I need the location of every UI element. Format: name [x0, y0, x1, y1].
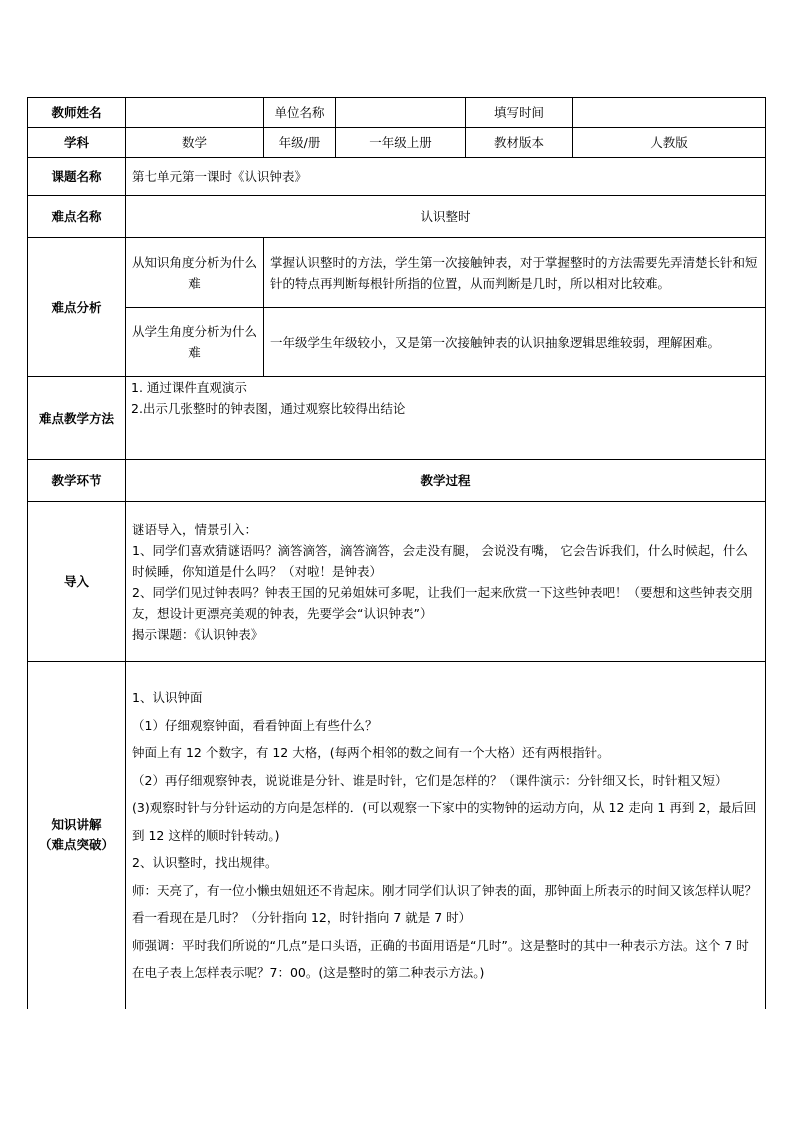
- knowledge-angle-text: 掌握认识整时的方法，学生第一次接触钟表，对于掌握整时的方法需要先弄清楚长针和短针的特点再判断每根针所指的位置，从而判断是几时，所以相对比较难。: [264, 238, 766, 308]
- method-row: [28, 377, 766, 460]
- subject-label: 学科: [28, 128, 126, 158]
- knowledge-label: 知识讲解: [51, 817, 102, 833]
- method-line: 2.出示几张整时的钟表图，通过观察比较得出结论: [131, 401, 406, 416]
- knowledge-line: 师：天亮了，有一位小懒虫妞妞还不肯起床。刚才同学们认识了钟表的面，那钟面上所表示的时间又该怎样认呢？看一看现在是几时？（分针指向 12，时针指向 7 就是 7 时）: [132, 882, 758, 925]
- process-header: 教学过程: [126, 460, 766, 502]
- topic-label: 课题名称: [28, 158, 126, 196]
- intro-line: 揭示课题：《认识钟表》: [132, 626, 264, 642]
- unit-name-value: [336, 98, 466, 128]
- knowledge-line: （2）再仔细观察钟表，说说谁是分针、谁是时针，它们是怎样的？（课件演示：分针细又长，时针粗又短）: [132, 772, 728, 788]
- knowledge-line: （1）仔细观察钟面，看看钟面上有些什么？: [132, 717, 378, 733]
- knowledge-sublabel: （难点突破）: [38, 837, 114, 853]
- intro-line: 谜语导入，情景引入：: [132, 521, 258, 537]
- knowledge-line: (3)观察时针与分针运动的方向是怎样的．(可以观察一下家中的实物钟的运动方向，从 12 走向 1 再到 2，最后回到 12 这样的顺时针转动。): [132, 800, 757, 843]
- method-content: [126, 377, 766, 460]
- difficulty-value: 认识整时: [126, 196, 766, 238]
- knowledge-line: 1、认识钟面: [132, 690, 203, 705]
- intro-line: 2、同学们见过钟表吗？钟表王国的兄弟姐妹可多呢，让我们一起来欣赏一下这些钟表吧！（要想和这些钟表交朋友，想设计更漂亮美观的钟表，先要学会“认识钟表”）: [132, 584, 753, 621]
- lesson-plan-table: [27, 97, 766, 1009]
- subject-value: 数学: [126, 128, 264, 158]
- topic-value: 第七单元第一课时《认识钟表》: [126, 158, 766, 196]
- info-row-2: [28, 128, 766, 158]
- fill-time-value: [573, 98, 766, 128]
- grade-label: 年级/册: [264, 128, 336, 158]
- intro-content: [126, 502, 766, 662]
- method-line: 1. 通过课件直观演示: [131, 380, 247, 395]
- difficulty-label: 难点名称: [28, 196, 126, 238]
- fill-time-label: 填写时间: [466, 98, 573, 128]
- analysis-knowledge-row: [28, 238, 766, 308]
- grade-value: 一年级上册: [336, 128, 466, 158]
- info-row-1: [28, 98, 766, 128]
- knowledge-content: [126, 662, 766, 1009]
- intro-label: 导入: [28, 502, 126, 662]
- topic-row: [28, 158, 766, 196]
- process-header-row: [28, 460, 766, 502]
- knowledge-line: 钟面上有 12 个数字，有 12 大格，(每两个相邻的数之间有一个大格）还有两根指针。: [132, 745, 610, 760]
- knowledge-line: 2、认识整时，找出规律。: [132, 855, 278, 870]
- unit-name-label: 单位名称: [264, 98, 336, 128]
- stage-header: 教学环节: [28, 460, 126, 502]
- edition-label: 教材版本: [466, 128, 573, 158]
- student-angle-text: 一年级学生年级较小，又是第一次接触钟表的认识抽象逻辑思维较弱，理解困难。: [264, 308, 766, 377]
- analysis-student-row: [28, 308, 766, 377]
- knowledge-angle-label: 从知识角度分析为什么难: [126, 238, 264, 308]
- analysis-label: 难点分析: [28, 238, 126, 377]
- knowledge-label-cell: [28, 662, 126, 1009]
- intro-line: 1、同学们喜欢猜谜语吗？滴答滴答，滴答滴答，会走没有腿， 会说没有嘴， 它会告诉我们，什么时候起，什么时候睡，你知道是什么吗？（对啦！是钟表）: [132, 542, 748, 579]
- teacher-name-value: [126, 98, 264, 128]
- edition-value: 人教版: [573, 128, 766, 158]
- knowledge-line: 师强调：平时我们所说的“几点”是口头语，正确的书面用语是“几时”。这是整时的其中一种表示方法。这个 7 时在电子表上怎样表示呢？7：00。(这是整时的第二种表示方法。): [132, 937, 749, 980]
- knowledge-row: [28, 662, 766, 1009]
- difficulty-row: [28, 196, 766, 238]
- teacher-name-label: 教师姓名: [28, 98, 126, 128]
- student-angle-label: 从学生角度分析为什么难: [126, 308, 264, 377]
- method-label: 难点教学方法: [28, 377, 126, 460]
- intro-row: [28, 502, 766, 662]
